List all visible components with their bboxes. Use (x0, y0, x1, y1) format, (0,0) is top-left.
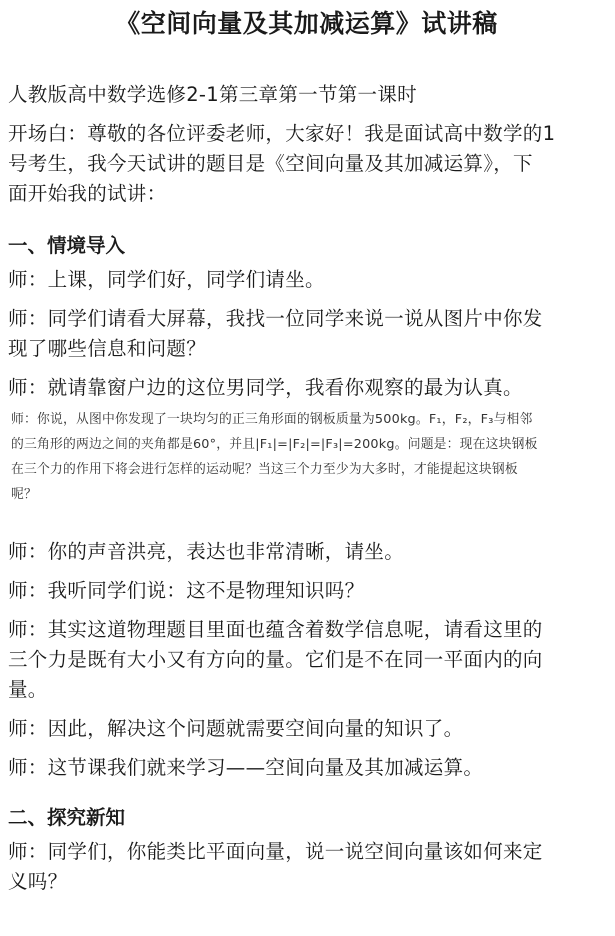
dialogue-line: 师：其实这道物理题目里面也蕴含着数学信息呢，请看这里的 (8, 618, 543, 641)
dialogue-paragraph (8, 615, 605, 705)
lesson-subtitle: 人教版高中数学选修2-1第三章第一节第一课时 (8, 83, 417, 106)
dialogue-line: 三个力是既有大小又有方向的量。它们是不在同一平面内的向 (8, 648, 543, 671)
dialogue-line: 师：我听同学们说：这不是物理知识吗？ (8, 579, 365, 602)
scanned-problem-excerpt (8, 407, 605, 507)
dialogue-line: 义吗？ (8, 870, 68, 893)
dialogue-line: 师：同学们请看大屏幕，我找一位同学来说一说从图片中你发 (8, 307, 543, 330)
scanned-line: 的三角形的两边之间的夹角都是60°，并且|F₁|=|F₂|=|F₃|=200kg。问题是：现在这块钢板 (11, 437, 538, 452)
opening-paragraph (8, 119, 605, 209)
dialogue-line: 现了哪些信息和问题？ (8, 337, 207, 360)
dialogue-line: 师：就请靠窗户边的这位男同学，我看你观察的最为认真。 (8, 376, 523, 399)
section-heading-explore: 二、探究新知 (8, 806, 126, 829)
dialogue-line: 师：同学们，你能类比平面向量，说一说空间向量该如何来定 (8, 840, 543, 863)
opening-line: 开场白：尊敬的各位评委老师，大家好！我是面试高中数学的1 (8, 122, 556, 145)
dialogue-line: 师：你的声音洪亮，表达也非常清晰，请坐。 (8, 540, 405, 563)
dialogue-paragraph (8, 837, 605, 897)
document-title: 《空间向量及其加减运算》试讲稿 (115, 9, 498, 38)
dialogue-line: 师：上课，同学们好，同学们请坐。 (8, 268, 325, 291)
section-heading-situation: 一、情境导入 (8, 234, 126, 257)
opening-line: 面开始我的试讲： (8, 182, 167, 205)
scanned-line: 师：你说，从图中你发现了一块均匀的正三角形面的钢板质量为500kg。F₁，F₂，F₃与相邻 (11, 412, 533, 427)
dialogue-paragraph (8, 304, 605, 364)
scanned-line: 呢？ (11, 487, 37, 502)
scanned-line: 在三个力的作用下将会进行怎样的运动呢？当这三个力至少为大多时，才能提起这块钢板 (11, 462, 518, 477)
dialogue-line: 师：因此，解决这个问题就需要空间向量的知识了。 (8, 717, 464, 740)
dialogue-line: 量。 (8, 678, 48, 701)
opening-line: 号考生，我今天试讲的题目是《空间向量及其加减运算》，下 (8, 152, 533, 175)
dialogue-line: 师：这节课我们就来学习——空间向量及其加减运算。 (8, 756, 484, 779)
